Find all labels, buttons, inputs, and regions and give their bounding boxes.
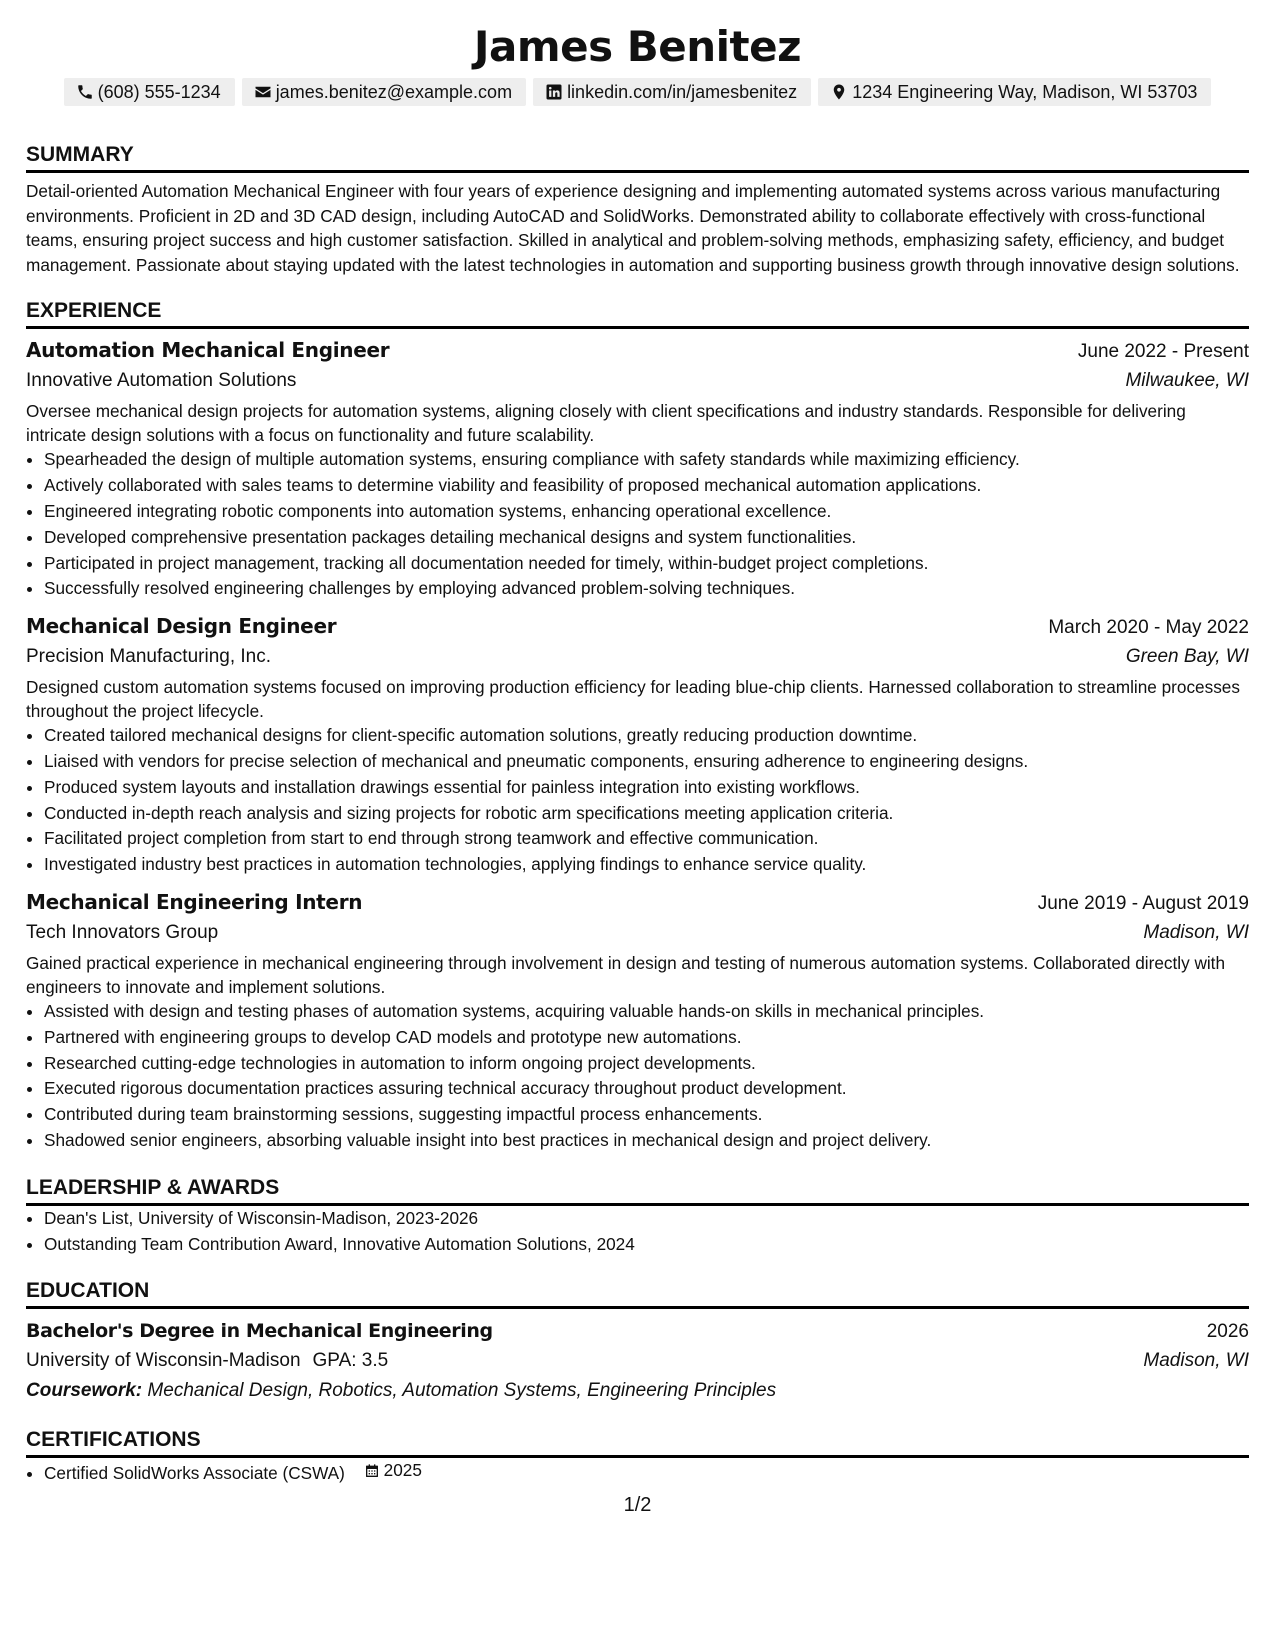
job-company: Precision Manufacturing, Inc.	[26, 646, 272, 668]
job-bullet: • Partnered with engineering groups to develop CAD models and prototype new automations.	[44, 1025, 1249, 1051]
job-bullet: • Liaised with vendors for precise selection of mechanical and pneumatic components, ensuring adherence to engineering designs.	[44, 749, 1249, 775]
experience-section	[26, 298, 1249, 1153]
degree-title: Bachelor's Degree in Mechanical Engineering	[26, 1320, 493, 1343]
job-bullet: • Created tailored mechanical designs for client-specific automation solutions, greatly reducing production downtime.	[44, 723, 1249, 749]
job-dates: March 2020 - May 2022	[1048, 617, 1249, 639]
education-heading: EDUCATION	[26, 1278, 1249, 1309]
job-bullet: • Participated in project management, tracking all documentation needed for timely, within-budget project completions.	[44, 551, 1249, 577]
job-company: Tech Innovators Group	[26, 921, 219, 943]
awards-section	[26, 1175, 1249, 1258]
job-bullets	[26, 723, 1249, 878]
contact-linkedin-text: linkedin.com/in/jamesbenitez	[567, 82, 798, 102]
certification-item	[44, 1458, 1249, 1487]
phone-icon	[76, 83, 94, 101]
coursework-label: Coursework:	[26, 1380, 143, 1402]
school-location: Madison, WI	[1143, 1350, 1249, 1372]
job-location: Milwaukee, WI	[1125, 370, 1249, 392]
job-bullet: • Engineered integrating robotic components into automation systems, enhancing operational excellence.	[44, 499, 1249, 525]
summary-section	[26, 142, 1249, 277]
job-bullets	[26, 999, 1249, 1154]
job-bullet: • Conducted in-depth reach analysis and sizing projects for robotic arm specifications meeting application criteria.	[44, 801, 1249, 827]
degree-year: 2026	[1206, 1321, 1249, 1343]
map-pin-icon	[830, 83, 848, 101]
experience-heading: EXPERIENCE	[26, 298, 1249, 329]
certifications-section	[26, 1427, 1249, 1487]
job-bullet: • Actively collaborated with sales teams to determine viability and feasibility of proposed mechanical automation applications.	[44, 473, 1249, 499]
job-description: Oversee mechanical design projects for automation systems, aligning closely with client specifications and industry standards. Responsible for delivering intricate design solutions with a focus on functionality and future scalability.	[26, 401, 1186, 446]
calendar-icon	[364, 1463, 380, 1479]
job-title: Mechanical Design Engineer	[26, 614, 337, 639]
certifications-list	[26, 1458, 1249, 1487]
contact-address-text: 1234 Engineering Way, Madison, WI 53703	[852, 82, 1198, 102]
coursework-list: Mechanical Design, Robotics, Automation Systems, Engineering Principles	[147, 1380, 777, 1402]
job-bullet: • Assisted with design and testing phases of automation systems, acquiring valuable hands-on skills in mechanical principles.	[44, 999, 1249, 1025]
school-name: University of Wisconsin-Madison	[26, 1350, 301, 1372]
resume-page	[26, 22, 1249, 1487]
job-bullet: • Executed rigorous documentation practices assuring technical accuracy throughout product development.	[44, 1076, 1249, 1102]
job-location: Madison, WI	[1143, 921, 1249, 943]
education-entry	[26, 1317, 1249, 1406]
job-company: Innovative Automation Solutions	[26, 370, 297, 392]
job-entry	[26, 612, 1249, 878]
gpa: GPA: 3.5	[312, 1350, 389, 1372]
certifications-heading: CERTIFICATIONS	[26, 1427, 1249, 1458]
summary-heading: SUMMARY	[26, 142, 1249, 173]
job-entry	[26, 888, 1249, 1154]
job-bullet: • Researched cutting-edge technologies in automation to inform ongoing project developments.	[44, 1051, 1249, 1077]
awards-list	[26, 1206, 1249, 1258]
job-bullet: • Successfully resolved engineering challenges by employing advanced problem-solving techniques.	[44, 576, 1249, 602]
job-dates: June 2022 - Present	[1077, 341, 1249, 363]
contact-bar	[26, 78, 1249, 106]
award-item: • Outstanding Team Contribution Award, Innovative Automation Solutions, 2024	[44, 1232, 1249, 1258]
job-location: Green Bay, WI	[1125, 646, 1249, 668]
job-description: Gained practical experience in mechanical engineering through involvement in design and testing of numerous automation systems. Collaborated directly with engineers to innovate and implement solutions.	[26, 952, 1226, 997]
coursework	[26, 1376, 1249, 1406]
education-section	[26, 1278, 1249, 1406]
award-item: • Dean's List, University of Wisconsin-Madison, 2023-2026	[44, 1206, 1249, 1232]
contact-linkedin[interactable]	[533, 78, 811, 106]
certification-name: Certified SolidWorks Associate (CSWA)	[44, 1463, 345, 1484]
certification-year: 2025	[383, 1460, 422, 1481]
job-bullets	[26, 447, 1249, 602]
job-bullet: • Developed comprehensive presentation packages detailing mechanical designs and system functionalities.	[44, 525, 1249, 551]
job-bullet: • Produced system layouts and installation drawings essential for painless integration into existing workflows.	[44, 775, 1249, 801]
job-bullet: • Investigated industry best practices in automation technologies, applying findings to enhance service quality.	[44, 852, 1249, 878]
envelope-icon	[254, 83, 272, 101]
summary-text: Detail-oriented Automation Mechanical Engineer with four years of experience designing and implementing automated systems across various manufacturing environments. Proficient in 2D and 3D CAD design, including AutoCAD and SolidWorks. Demonstrated ability to collaborate effectively with cross-functional teams, ensuring project success and high customer satisfaction. Skilled in analytical and problem-solving methods, emphasizing safety, efficiency, and budget management. Passionate about staying updated with the latest technologies in automation and supporting business growth through innovative design solutions.	[26, 181, 1240, 275]
contact-address	[818, 78, 1211, 106]
job-entry	[26, 336, 1249, 602]
linkedin-icon	[545, 83, 563, 101]
page-number: 1/2	[623, 1494, 652, 1516]
job-dates: June 2019 - August 2019	[1037, 892, 1249, 914]
contact-email-text: james.benitez@example.com	[275, 82, 513, 102]
resume-name: James Benitez	[473, 22, 802, 71]
job-title: Automation Mechanical Engineer	[26, 338, 390, 363]
job-bullet: • Spearheaded the design of multiple automation systems, ensuring compliance with safety standards while maximizing efficiency.	[44, 447, 1249, 473]
job-bullet: • Contributed during team brainstorming sessions, suggesting impactful process enhancements.	[44, 1102, 1249, 1128]
job-title: Mechanical Engineering Intern	[26, 889, 363, 914]
awards-heading: LEADERSHIP & AWARDS	[26, 1175, 1249, 1206]
job-bullet: • Facilitated project completion from start to end through strong teamwork and effective communication.	[44, 826, 1249, 852]
job-description: Designed custom automation systems focused on improving production efficiency for leading blue-chip clients. Harnessed collaboration to streamline processes throughout the project lifecycle.	[26, 677, 1240, 722]
job-bullet: • Shadowed senior engineers, absorbing valuable insight into best practices in mechanical design and project delivery.	[44, 1128, 1249, 1154]
contact-email[interactable]	[242, 78, 526, 106]
contact-phone	[64, 78, 235, 106]
contact-phone-text: (608) 555-1234	[97, 82, 221, 102]
certification-date	[364, 1458, 422, 1484]
